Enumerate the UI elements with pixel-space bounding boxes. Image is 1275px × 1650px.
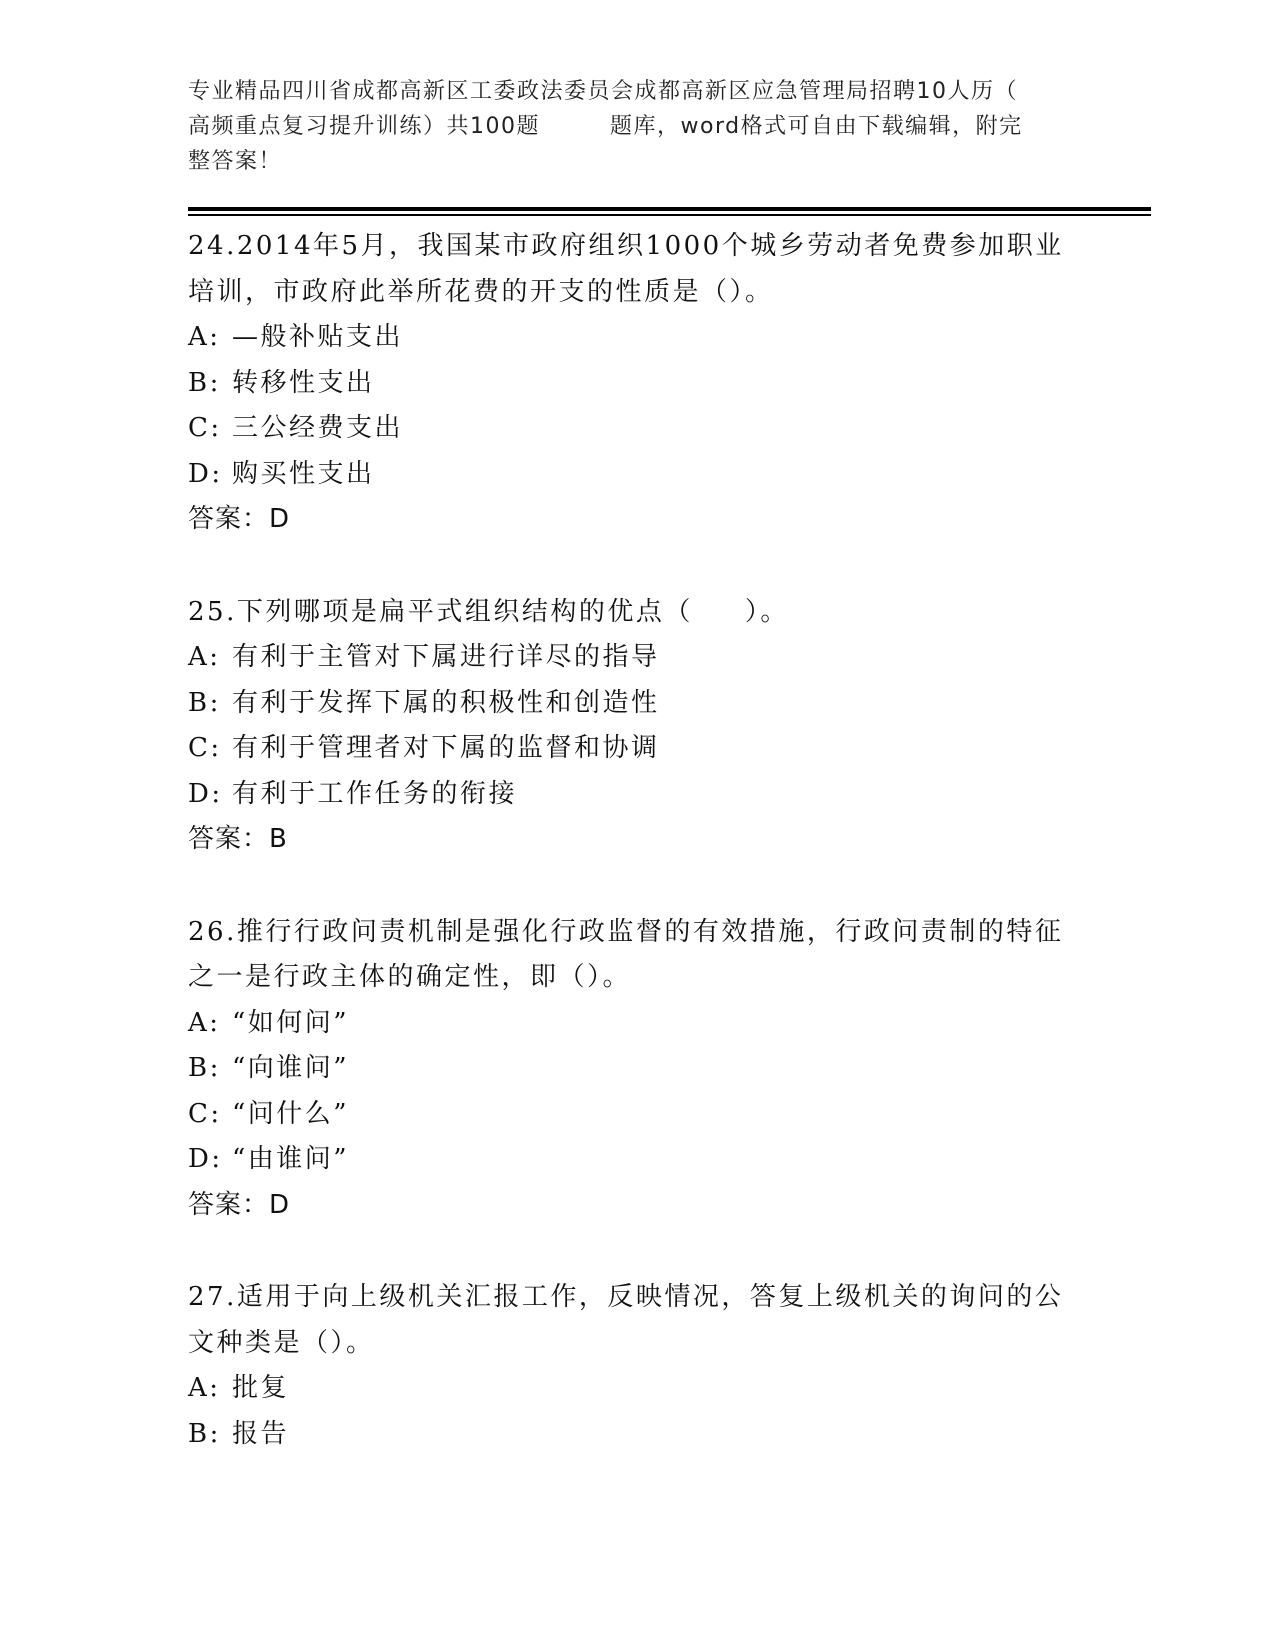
- option-a: A: 有利于主管对下属进行详尽的指导: [188, 642, 660, 672]
- question-25: [188, 590, 1088, 818]
- option-a: A: 批复: [188, 1373, 290, 1403]
- header-divider-thick: [188, 207, 1151, 211]
- question-26: [188, 910, 1088, 1183]
- answer-25: 答案：B: [188, 824, 288, 854]
- header-line-3: 整答案！: [188, 149, 283, 174]
- question-text: 27.适用于向上级机关汇报工作，反映情况，答复上级机关的询问的公: [188, 1282, 1064, 1312]
- answer-26: 答案：D: [188, 1189, 291, 1220]
- question-text: 24.2014年5月，我国某市政府组织1000个城乡劳动者免费参加职业: [188, 231, 1064, 261]
- option-b: B: 有利于发挥下属的积极性和创造性: [188, 687, 660, 718]
- option-c: C: “问什么”: [188, 1098, 350, 1129]
- option-a: A: “如何问”: [188, 1007, 350, 1038]
- question-27: [188, 1275, 1088, 1457]
- question-text: 文种类是（）。: [188, 1327, 375, 1358]
- option-a: A: —般补贴支出: [188, 322, 404, 352]
- option-d: D: 有利于工作任务的衔接: [188, 778, 518, 809]
- question-24: [188, 224, 1088, 497]
- question-text: 25.下列哪项是扁平式组织结构的优点（ ）。: [188, 596, 789, 627]
- option-d: D: “由谁问”: [188, 1144, 350, 1174]
- question-text: 之一是行政主体的确定性，即（）。: [188, 962, 632, 992]
- header-line-2: [188, 109, 1068, 144]
- option-b: B: “向谁问”: [188, 1053, 350, 1083]
- option-c: C: 有利于管理者对下属的监督和协调: [188, 733, 660, 763]
- question-list: [188, 224, 1088, 1457]
- question-text: 26.推行行政问责机制是强化行政监督的有效措施，行政问责制的特征: [188, 916, 1064, 947]
- option-b: B: 转移性支出: [188, 367, 375, 398]
- header-line-2-part-2: 题库，word格式可自由下载编辑，附完: [610, 114, 1023, 139]
- option-c: C: 三公经费支出: [188, 413, 404, 443]
- header-line-1: 专业精品四川省成都高新区工委政法委员会成都高新区应急管理局招聘10人历（: [188, 79, 1018, 104]
- option-d: D: 购买性支出: [188, 458, 375, 489]
- header-line-2-part-1: 高频重点复习提升训练）共100题: [188, 114, 540, 139]
- document-header: [188, 74, 1068, 179]
- option-b: B: 报告: [188, 1418, 290, 1449]
- question-text: 培训，市政府此举所花费的开支的性质是（）。: [188, 276, 774, 307]
- header-divider-thin: [188, 214, 1151, 216]
- answer-24: 答案：D: [188, 504, 291, 534]
